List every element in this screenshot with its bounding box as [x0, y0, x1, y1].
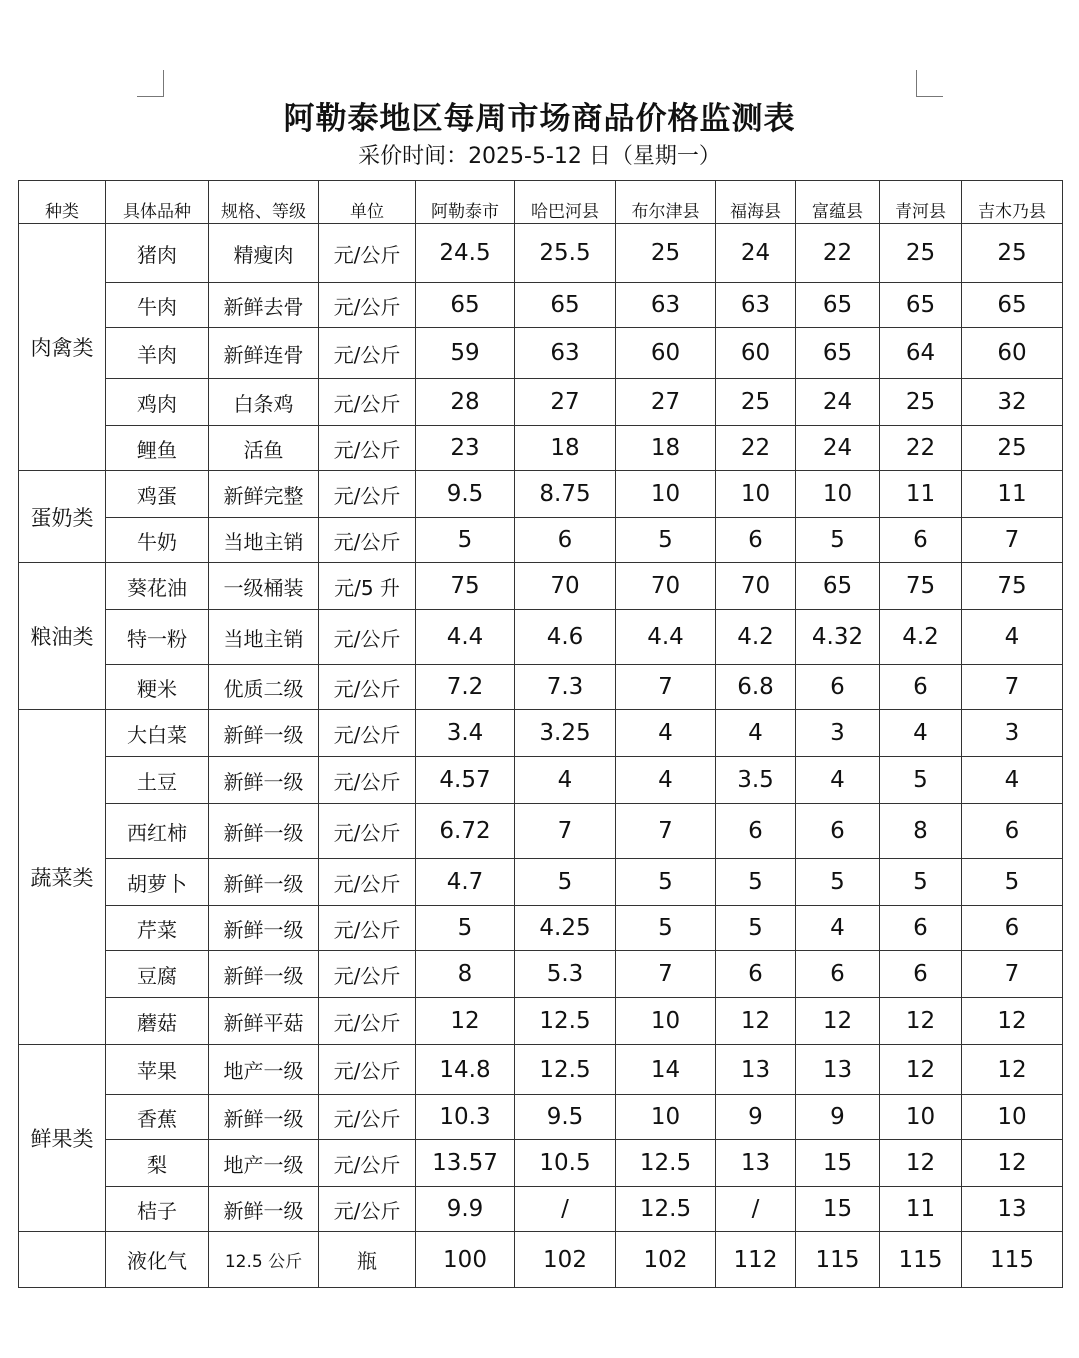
header-region: 阿勒泰市: [416, 181, 515, 224]
price-cell: /: [515, 1187, 616, 1232]
item-name-cell: 鸡蛋: [106, 471, 209, 518]
price-cell: 25: [962, 426, 1063, 471]
price-cell: 12.5: [515, 998, 616, 1045]
price-cell: 25: [880, 379, 962, 426]
unit-cell: 元/公斤: [319, 804, 416, 859]
price-cell: 63: [616, 283, 716, 328]
item-name-cell: 葵花油: [106, 563, 209, 610]
price-cell: 5: [796, 518, 880, 563]
price-cell: 24.5: [416, 224, 515, 283]
table-row: [19, 1095, 1063, 1140]
price-cell: 25: [616, 224, 716, 283]
unit-cell: 元/公斤: [319, 1140, 416, 1187]
spec-cell: 新鲜一级: [209, 1095, 319, 1140]
spec-cell: 地产一级: [209, 1045, 319, 1095]
price-cell: 5: [416, 518, 515, 563]
item-name-cell: 大白菜: [106, 710, 209, 757]
table-row: [19, 804, 1063, 859]
table-row: [19, 1045, 1063, 1095]
item-name-cell: 土豆: [106, 757, 209, 804]
spec-cell: 新鲜一级: [209, 1187, 319, 1232]
price-cell: 7: [962, 518, 1063, 563]
price-cell: 10: [716, 471, 796, 518]
price-cell: 4: [716, 710, 796, 757]
header-region: 青河县: [880, 181, 962, 224]
price-cell: 100: [416, 1232, 515, 1288]
price-cell: 59: [416, 328, 515, 379]
spec-cell: 新鲜完整: [209, 471, 319, 518]
price-cell: 4.4: [616, 610, 716, 665]
price-cell: 9: [796, 1095, 880, 1140]
price-cell: 3: [962, 710, 1063, 757]
price-cell: 4.2: [880, 610, 962, 665]
price-cell: 5: [880, 859, 962, 906]
price-cell: 12.5: [616, 1140, 716, 1187]
header-item: 具体品种: [106, 181, 209, 224]
price-cell: 22: [880, 426, 962, 471]
header-region: 福海县: [716, 181, 796, 224]
price-cell: 22: [716, 426, 796, 471]
price-cell: 6: [796, 665, 880, 710]
spec-cell: 新鲜去骨: [209, 283, 319, 328]
table-row: [19, 710, 1063, 757]
price-cell: 5: [416, 906, 515, 951]
price-cell: 8: [416, 951, 515, 998]
price-cell: 7.3: [515, 665, 616, 710]
price-cell: 10.5: [515, 1140, 616, 1187]
price-cell: 10: [616, 1095, 716, 1140]
price-cell: 18: [616, 426, 716, 471]
price-cell: 3.5: [716, 757, 796, 804]
price-cell: 6: [880, 518, 962, 563]
price-cell: 65: [962, 283, 1063, 328]
price-cell: 12: [796, 998, 880, 1045]
table-row: [19, 426, 1063, 471]
unit-cell: 元/公斤: [319, 283, 416, 328]
price-cell: 24: [716, 224, 796, 283]
price-cell: 115: [880, 1232, 962, 1288]
item-name-cell: 鲤鱼: [106, 426, 209, 471]
table-row: [19, 518, 1063, 563]
category-cell: 肉禽类: [19, 224, 106, 471]
price-cell: 5: [796, 859, 880, 906]
price-cell: 115: [796, 1232, 880, 1288]
price-cell: 6: [515, 518, 616, 563]
price-cell: 25.5: [515, 224, 616, 283]
item-name-cell: 蘑菇: [106, 998, 209, 1045]
price-cell: 4: [796, 757, 880, 804]
table-row: [19, 224, 1063, 283]
category-cell: [19, 1232, 106, 1288]
unit-cell: 元/公斤: [319, 1095, 416, 1140]
price-cell: 65: [796, 283, 880, 328]
unit-cell: 元/公斤: [319, 906, 416, 951]
price-cell: 25: [962, 224, 1063, 283]
price-cell: 7: [616, 804, 716, 859]
price-cell: 6: [962, 804, 1063, 859]
spec-cell: 新鲜连骨: [209, 328, 319, 379]
price-cell: 75: [416, 563, 515, 610]
price-cell: 27: [515, 379, 616, 426]
price-cell: 5: [515, 859, 616, 906]
price-cell: 12.5: [616, 1187, 716, 1232]
header-unit: 单位: [319, 181, 416, 224]
spec-cell: 地产一级: [209, 1140, 319, 1187]
unit-cell: 元/公斤: [319, 610, 416, 665]
unit-cell: 元/公斤: [319, 1045, 416, 1095]
price-cell: 9.9: [416, 1187, 515, 1232]
table-row: [19, 906, 1063, 951]
price-cell: 9: [716, 1095, 796, 1140]
price-cell: 10: [616, 998, 716, 1045]
price-cell: 4: [962, 757, 1063, 804]
table-row: [19, 610, 1063, 665]
price-cell: 12: [962, 1140, 1063, 1187]
price-cell: 12: [880, 1140, 962, 1187]
item-name-cell: 胡萝卜: [106, 859, 209, 906]
price-cell: 60: [616, 328, 716, 379]
price-cell: 11: [880, 1187, 962, 1232]
price-cell: 13: [716, 1140, 796, 1187]
header-region: 哈巴河县: [515, 181, 616, 224]
price-cell: 70: [515, 563, 616, 610]
price-cell: 32: [962, 379, 1063, 426]
category-cell: 蛋奶类: [19, 471, 106, 563]
price-cell: 12: [716, 998, 796, 1045]
spec-cell: 一级桶装: [209, 563, 319, 610]
price-cell: 60: [716, 328, 796, 379]
price-cell: 102: [515, 1232, 616, 1288]
unit-cell: 元/公斤: [319, 426, 416, 471]
unit-cell: 元/5 升: [319, 563, 416, 610]
header-category: 种类: [19, 181, 106, 224]
price-cell: 12: [962, 1045, 1063, 1095]
price-cell: 65: [880, 283, 962, 328]
table-row: [19, 328, 1063, 379]
price-cell: 22: [796, 224, 880, 283]
unit-cell: 元/公斤: [319, 951, 416, 998]
price-cell: 5.3: [515, 951, 616, 998]
price-cell: 14.8: [416, 1045, 515, 1095]
category-cell: 鲜果类: [19, 1045, 106, 1232]
table-row: [19, 1232, 1063, 1288]
price-cell: 6: [716, 804, 796, 859]
page-title: 阿勒泰地区每周市场商品价格监测表: [283, 101, 796, 137]
price-cell: 63: [716, 283, 796, 328]
table-row: [19, 1187, 1063, 1232]
price-cell: 6: [880, 906, 962, 951]
price-cell: 4: [515, 757, 616, 804]
item-name-cell: 西红柿: [106, 804, 209, 859]
price-cell: 13: [716, 1045, 796, 1095]
item-name-cell: 粳米: [106, 665, 209, 710]
price-cell: 4.6: [515, 610, 616, 665]
table-row: [19, 563, 1063, 610]
price-cell: 5: [616, 859, 716, 906]
price-cell: 13: [796, 1045, 880, 1095]
item-name-cell: 羊肉: [106, 328, 209, 379]
price-cell: 65: [416, 283, 515, 328]
price-cell: 4: [962, 610, 1063, 665]
table-row: [19, 665, 1063, 710]
item-name-cell: 苹果: [106, 1045, 209, 1095]
price-cell: 4.25: [515, 906, 616, 951]
price-cell: 6: [880, 665, 962, 710]
price-cell: 27: [616, 379, 716, 426]
table-row: [19, 859, 1063, 906]
price-cell: 5: [616, 906, 716, 951]
price-cell: 6: [962, 906, 1063, 951]
spec-cell: 白条鸡: [209, 379, 319, 426]
price-cell: 65: [515, 283, 616, 328]
spec-cell: 当地主销: [209, 610, 319, 665]
price-cell: 60: [962, 328, 1063, 379]
price-cell: 102: [616, 1232, 716, 1288]
price-cell: 7: [616, 665, 716, 710]
price-cell: 8: [880, 804, 962, 859]
unit-cell: 元/公斤: [319, 998, 416, 1045]
price-cell: 12: [416, 998, 515, 1045]
unit-cell: 瓶: [319, 1232, 416, 1288]
unit-cell: 元/公斤: [319, 224, 416, 283]
price-cell: 4.4: [416, 610, 515, 665]
price-cell: 18: [515, 426, 616, 471]
price-cell: 7: [962, 951, 1063, 998]
table-row: [19, 998, 1063, 1045]
spec-cell: 新鲜一级: [209, 804, 319, 859]
price-cell: 10: [880, 1095, 962, 1140]
price-cell: 7: [962, 665, 1063, 710]
spec-cell: 12.5 公斤: [209, 1232, 319, 1288]
price-cell: 6: [716, 518, 796, 563]
price-cell: 24: [796, 426, 880, 471]
price-cell: 11: [880, 471, 962, 518]
item-name-cell: 牛肉: [106, 283, 209, 328]
spec-cell: 新鲜一级: [209, 906, 319, 951]
price-cell: 75: [962, 563, 1063, 610]
spec-cell: 精瘦肉: [209, 224, 319, 283]
price-cell: 65: [796, 328, 880, 379]
price-cell: 12: [962, 998, 1063, 1045]
price-cell: 4: [616, 757, 716, 804]
item-name-cell: 桔子: [106, 1187, 209, 1232]
price-cell: 11: [962, 471, 1063, 518]
price-cell: 10: [962, 1095, 1063, 1140]
survey-date: 采价时间：2025-5-12 日（星期一）: [358, 144, 721, 169]
header-row: [19, 181, 1063, 224]
unit-cell: 元/公斤: [319, 757, 416, 804]
price-cell: 28: [416, 379, 515, 426]
table-row: [19, 283, 1063, 328]
price-cell: 70: [716, 563, 796, 610]
price-cell: 5: [880, 757, 962, 804]
price-cell: 3: [796, 710, 880, 757]
price-cell: 4.32: [796, 610, 880, 665]
price-cell: 15: [796, 1187, 880, 1232]
unit-cell: 元/公斤: [319, 379, 416, 426]
price-cell: 4.2: [716, 610, 796, 665]
price-cell: 4: [616, 710, 716, 757]
spec-cell: 新鲜平菇: [209, 998, 319, 1045]
table-row: [19, 379, 1063, 426]
price-cell: 3.4: [416, 710, 515, 757]
price-cell: 15: [796, 1140, 880, 1187]
price-cell: 4: [880, 710, 962, 757]
item-name-cell: 牛奶: [106, 518, 209, 563]
price-cell: 70: [616, 563, 716, 610]
header-region: 吉木乃县: [962, 181, 1063, 224]
price-cell: 8.75: [515, 471, 616, 518]
unit-cell: 元/公斤: [319, 518, 416, 563]
item-name-cell: 特一粉: [106, 610, 209, 665]
price-cell: 5: [716, 906, 796, 951]
unit-cell: 元/公斤: [319, 665, 416, 710]
price-cell: 115: [962, 1232, 1063, 1288]
spec-cell: 新鲜一级: [209, 859, 319, 906]
spec-cell: 优质二级: [209, 665, 319, 710]
price-cell: 13.57: [416, 1140, 515, 1187]
header-spec: 规格、等级: [209, 181, 319, 224]
price-cell: 25: [716, 379, 796, 426]
unit-cell: 元/公斤: [319, 471, 416, 518]
price-cell: 25: [880, 224, 962, 283]
item-name-cell: 液化气: [106, 1232, 209, 1288]
price-cell: 6: [796, 951, 880, 998]
price-cell: 23: [416, 426, 515, 471]
spec-cell: 活鱼: [209, 426, 319, 471]
unit-cell: 元/公斤: [319, 1187, 416, 1232]
table-row: [19, 1140, 1063, 1187]
price-cell: 9.5: [515, 1095, 616, 1140]
table-row: [19, 757, 1063, 804]
header-region: 布尔津县: [616, 181, 716, 224]
price-cell: 4.57: [416, 757, 515, 804]
category-cell: 粮油类: [19, 563, 106, 710]
unit-cell: 元/公斤: [319, 328, 416, 379]
item-name-cell: 芹菜: [106, 906, 209, 951]
price-table: [18, 180, 1063, 1288]
item-name-cell: 梨: [106, 1140, 209, 1187]
spec-cell: 当地主销: [209, 518, 319, 563]
price-cell: 4.7: [416, 859, 515, 906]
price-cell: 10.3: [416, 1095, 515, 1140]
price-cell: 5: [962, 859, 1063, 906]
price-cell: 12.5: [515, 1045, 616, 1095]
price-cell: 6.72: [416, 804, 515, 859]
price-cell: 7.2: [416, 665, 515, 710]
price-cell: 7: [515, 804, 616, 859]
spec-cell: 新鲜一级: [209, 710, 319, 757]
header-region: 富蕴县: [796, 181, 880, 224]
spec-cell: 新鲜一级: [209, 757, 319, 804]
item-name-cell: 猪肉: [106, 224, 209, 283]
price-cell: 5: [616, 518, 716, 563]
price-cell: 6: [880, 951, 962, 998]
price-cell: 14: [616, 1045, 716, 1095]
price-cell: 3.25: [515, 710, 616, 757]
price-cell: /: [716, 1187, 796, 1232]
price-cell: 6: [716, 951, 796, 998]
price-cell: 10: [616, 471, 716, 518]
price-cell: 65: [796, 563, 880, 610]
price-cell: 13: [962, 1187, 1063, 1232]
price-cell: 24: [796, 379, 880, 426]
price-cell: 112: [716, 1232, 796, 1288]
category-cell: 蔬菜类: [19, 710, 106, 1045]
unit-cell: 元/公斤: [319, 859, 416, 906]
price-cell: 4: [796, 906, 880, 951]
price-cell: 6.8: [716, 665, 796, 710]
price-cell: 7: [616, 951, 716, 998]
price-cell: 5: [716, 859, 796, 906]
table-row: [19, 951, 1063, 998]
price-cell: 12: [880, 998, 962, 1045]
unit-cell: 元/公斤: [319, 710, 416, 757]
spec-cell: 新鲜一级: [209, 951, 319, 998]
price-cell: 6: [796, 804, 880, 859]
table-row: [19, 471, 1063, 518]
item-name-cell: 豆腐: [106, 951, 209, 998]
item-name-cell: 鸡肉: [106, 379, 209, 426]
price-cell: 63: [515, 328, 616, 379]
price-cell: 12: [880, 1045, 962, 1095]
item-name-cell: 香蕉: [106, 1095, 209, 1140]
price-cell: 10: [796, 471, 880, 518]
price-cell: 9.5: [416, 471, 515, 518]
price-cell: 64: [880, 328, 962, 379]
price-cell: 75: [880, 563, 962, 610]
